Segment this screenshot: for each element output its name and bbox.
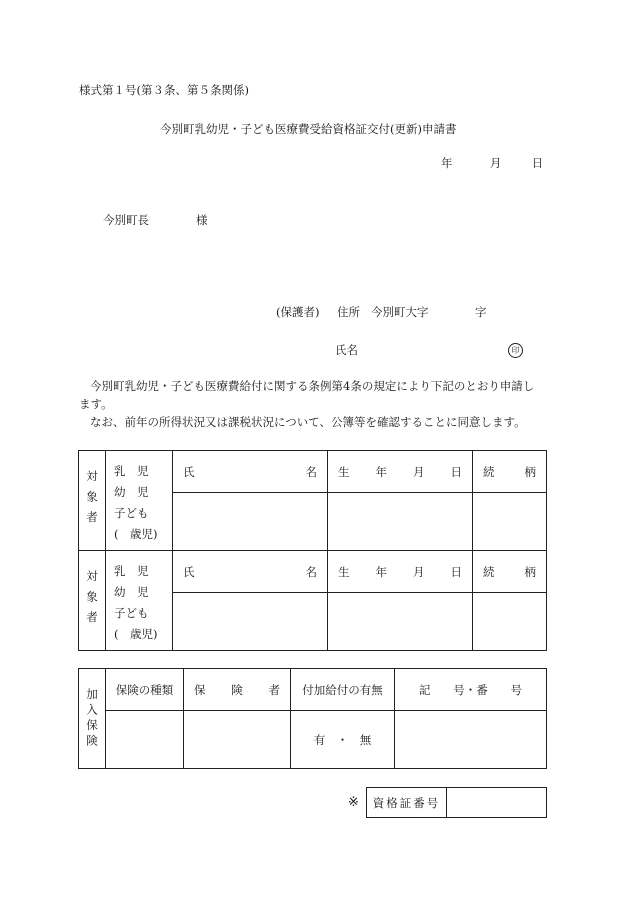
certificate-number-field[interactable] [447,788,547,818]
subject-1-name-field[interactable] [173,493,328,551]
date-month: 月 [489,156,502,170]
subject-1-birth-field[interactable] [328,493,473,551]
subject-1-birth-header: 生 年 月 日 [328,451,473,493]
subject-2-age: ( 歳児) [114,627,158,641]
insurance-type-header: 保険の種類 [106,669,184,711]
supplement-header: 付加給付の有無 [291,669,395,711]
name-label: 氏名 [335,343,358,357]
insurance-row-label: 加入保険 [79,669,106,769]
date-day: 日 [531,156,544,170]
form-title: 今別町乳幼児・子ども医療費受給資格証交付(更新)申請書 [160,122,457,136]
seal-mark [508,342,523,358]
number-header: 記 号・番 号 [395,669,547,711]
subject-1-child: 子ども [114,506,149,520]
subject-2-relation-field[interactable] [473,593,547,651]
number-field[interactable] [395,711,547,769]
certificate-label: 資格証番号 [367,788,447,818]
mayor-addressee: 今別町長 [103,213,149,227]
body-text-line2: ます。 [79,397,113,411]
insurer-field[interactable] [184,711,291,769]
certificate-mark: ※ [348,795,359,810]
subject-table [78,450,547,651]
subject-2-category [106,551,173,651]
subject-2-toddler: 幼 児 [114,585,149,599]
address-label: 住所 [337,305,360,319]
subject-2-child: 子ども [114,606,149,620]
subject-1-age: ( 歳児) [114,527,158,541]
date-line [441,155,543,171]
subject-2-relation-header: 続 柄 [473,551,547,593]
subject-2-birth-header: 生 年 月 日 [328,551,473,593]
subject-2-name-header: 氏 名 [173,551,328,593]
subject-1-toddler: 幼 児 [114,485,149,499]
form-number: 様式第１号(第３条、第５条関係) [79,83,249,97]
subject-2-birth-field[interactable] [328,593,473,651]
insurer-header: 保 険 者 [184,669,291,711]
subject-1-category [106,451,173,551]
subject-1-row-label: 対象者 [79,451,106,551]
subject-2-infant: 乳 児 [114,564,149,578]
seal-icon: 印 [508,343,523,358]
subject-1-relation-header: 続 柄 [473,451,547,493]
body-text-line3: なお、前年の所得状況又は課税状況について、公簿等を確認することに同意します。 [90,415,526,429]
insurance-type-field[interactable] [106,711,184,769]
guardian-label: (保護者) [276,305,320,319]
date-year: 年 [441,156,453,170]
subject-1-relation-field[interactable] [473,493,547,551]
subject-1-infant: 乳 児 [114,464,149,478]
subject-2-row-label: 対象者 [79,551,106,651]
subject-2-name-field[interactable] [173,593,328,651]
address-value: 今別町大字 [371,305,429,319]
subject-1-name-header: 氏 名 [173,451,328,493]
certificate-table [366,787,547,818]
body-text-line1: 今別町乳幼児・子ども医療費給付に関する条例第4条の規定により下記のとおり申請し [90,379,535,393]
aza-label: 字 [475,305,487,319]
supplement-field[interactable]: 有 ・ 無 [291,711,395,769]
insurance-table [78,668,547,769]
addressee-honorific: 様 [196,213,208,227]
